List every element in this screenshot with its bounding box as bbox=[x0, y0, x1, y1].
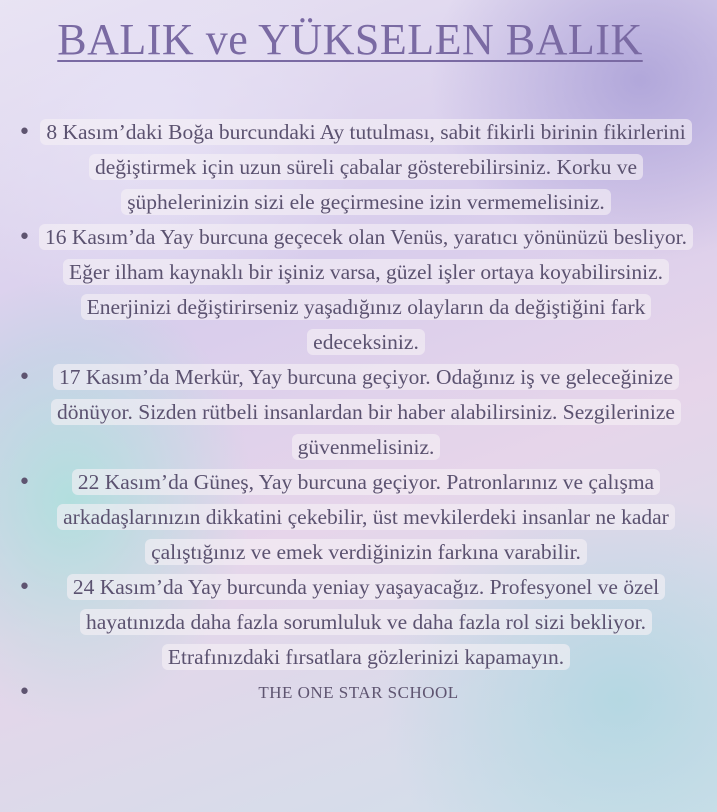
list-item-text: 16 Kasım’da Yay burcuna geçecek olan Venüs, yaratıcı yönünüzü besliyor. Eğer ilham kaynaklı bir işiniz varsa, güzel işler ortaya koyabilirsiniz. Enerjinizi değiştirirseniz yaşadığınız olayların da değiştiğini fark edeceksiniz. bbox=[39, 224, 693, 355]
bullet-icon: • bbox=[18, 365, 31, 390]
bullet-icon: • bbox=[18, 120, 31, 145]
horoscope-list bbox=[0, 115, 717, 710]
bullet-icon: • bbox=[18, 225, 31, 250]
page-title: BALIK ve YÜKSELEN BALIK bbox=[57, 15, 643, 64]
list-item-text: 17 Kasım’da Merkür, Yay burcuna geçiyor. Odağınız iş ve geleceğinize dönüyor. Sizden rütbeli insanlardan bir haber alabilirsiniz. Sezgilerinize güvenmelisiniz. bbox=[51, 364, 681, 460]
bullet-icon: • bbox=[18, 470, 31, 495]
list-item bbox=[0, 465, 717, 570]
list-item bbox=[0, 115, 717, 220]
list-item bbox=[0, 570, 717, 675]
list-item-text: 22 Kasım’da Güneş, Yay burcuna geçiyor. Patronlarınız ve çalışma arkadaşlarınızın dikkatini çekebilir, üst mevkilerdeki insanlar ne kadar çalıştığınız ve emek verdiğinizin farkına varabilir. bbox=[57, 469, 675, 565]
list-item-text: 24 Kasım’da Yay burcunda yeniay yaşayacağız. Profesyonel ve özel hayatınızda daha fazla sorumluluk ve daha fazla rol sizi bekliyor. Etrafınızdaki fırsatlara gözlerinizi kapamayın. bbox=[67, 574, 665, 670]
list-item-text: 8 Kasım’daki Boğa burcundaki Ay tutulması, sabit fikirli birinin fikirlerini değiştirmek için uzun süreli çabalar gösterebilirsiniz. Korku ve şüphelerinizin sizi ele geçirmesine izin vermemelisiniz. bbox=[40, 119, 691, 215]
bullet-icon: • bbox=[18, 680, 31, 705]
list-item bbox=[0, 360, 717, 465]
bullet-icon: • bbox=[18, 575, 31, 600]
footer-text: THE ONE STAR SCHOOL bbox=[258, 683, 459, 702]
footer-item bbox=[0, 675, 717, 710]
list-item bbox=[0, 220, 717, 360]
